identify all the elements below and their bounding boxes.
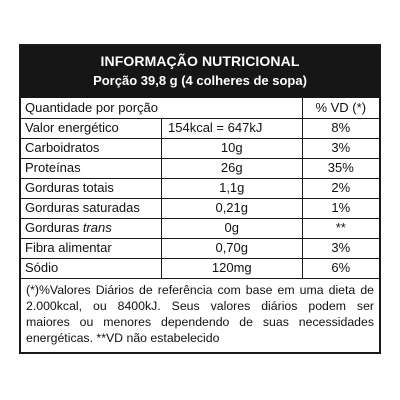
nutrient-name: Fibra alimentar <box>21 238 162 258</box>
nutrient-vd: 35% <box>302 158 379 178</box>
nutrient-vd: ** <box>302 218 379 238</box>
table-row <box>21 118 379 138</box>
nutrient-name-prefix: Gorduras <box>25 220 83 235</box>
nutrient-vd: 1% <box>302 198 379 218</box>
nutrient-name <box>21 218 162 238</box>
nutrient-name: Gorduras totais <box>21 178 162 198</box>
nutrient-name: Gorduras saturadas <box>21 198 162 218</box>
column-header-quantity: Quantidade por porção <box>21 98 302 118</box>
column-header-vd: % VD (*) <box>302 98 379 118</box>
footnote-line: energéticas. **VD não estabelecido <box>26 330 220 345</box>
footnote-line: maiores ou menores dependendo de suas necessidades <box>26 314 374 329</box>
portion-size: Porção 39,8 g (4 colheres de sopa) <box>93 73 307 88</box>
table-row <box>21 178 379 198</box>
nutrient-amount: 154kcal = 647kJ <box>162 118 303 138</box>
table-row <box>21 238 379 258</box>
label-header <box>21 46 379 98</box>
nutrient-amount: 120mg <box>162 258 303 278</box>
footnote <box>21 279 379 346</box>
table-row <box>21 198 379 218</box>
nutrition-facts-label <box>19 44 381 354</box>
nutrient-name: Sódio <box>21 258 162 278</box>
nutrient-amount: 0,21g <box>162 198 303 218</box>
table-row <box>21 258 379 278</box>
nutrient-vd: 3% <box>302 138 379 158</box>
nutrient-vd: 2% <box>302 178 379 198</box>
nutrient-name: Proteínas <box>21 158 162 178</box>
nutrient-amount: 0,70g <box>162 238 303 258</box>
footnote-line: (*)%Valores Diários de referência com base em uma dieta de <box>26 282 374 297</box>
nutrient-amount: 26g <box>162 158 303 178</box>
nutrient-vd: 3% <box>302 238 379 258</box>
nutrient-name-italic: trans <box>82 220 112 235</box>
nutrient-name: Valor energético <box>21 118 162 138</box>
nutrient-vd: 6% <box>302 258 379 278</box>
table-row <box>21 158 379 178</box>
nutrient-amount: 0g <box>162 218 303 238</box>
table-header-row <box>21 98 379 118</box>
table-row <box>21 138 379 158</box>
nutrition-table <box>21 98 379 279</box>
nutrient-name: Carboidratos <box>21 138 162 158</box>
footnote-line: 2.000kcal, ou 8400kJ. Seus valores diários podem ser <box>26 298 374 313</box>
nutrient-vd: 8% <box>302 118 379 138</box>
nutrient-amount: 10g <box>162 138 303 158</box>
table-row <box>21 218 379 238</box>
label-title: INFORMAÇÃO NUTRICIONAL <box>100 53 300 69</box>
nutrient-amount: 1,1g <box>162 178 303 198</box>
